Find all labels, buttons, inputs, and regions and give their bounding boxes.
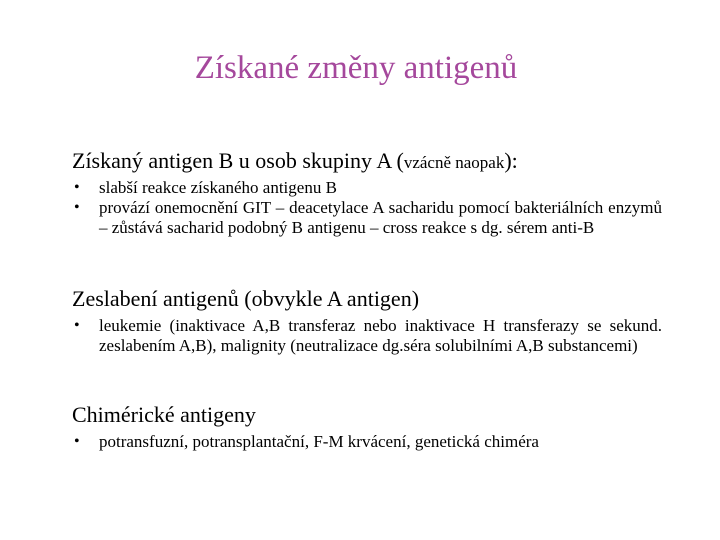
section-heading-acquired-b xyxy=(72,148,518,176)
bullet-text: leukemie (inaktivace A,B transferaz nebo inaktivace H transferazy se sekund. zeslabením A,B), malignity (neutralizace dg.séra solubilními A,B substancemi) xyxy=(99,316,662,355)
section-heading-text: Získaný antigen B u osob skupiny A ( xyxy=(72,148,404,173)
bullet-icon: • xyxy=(74,179,80,196)
bullet-icon: • xyxy=(74,317,80,334)
bullet-list-chimeric xyxy=(72,432,662,452)
bullet-list-weakened xyxy=(72,316,662,356)
section-heading-weakened: Zeslabení antigenů (obvykle A antigen) xyxy=(72,286,420,311)
list-item xyxy=(72,198,662,238)
list-item xyxy=(72,432,662,452)
bullet-text: provází onemocnění GIT – deacetylace A sacharidu pomocí bakteriálních enzymů – zůstává sacharid podobný B antigenu – cross reakce s dg. sérem anti-B xyxy=(99,198,662,237)
bullet-text: slabší reakce získaného antigenu B xyxy=(99,178,337,197)
slide-title: Získané změny antigenů xyxy=(194,50,518,86)
section-heading-end: ): xyxy=(504,148,518,173)
bullet-icon: • xyxy=(74,199,80,216)
bullet-text: potransfuzní, potransplantační, F-M krvácení, genetická chiméra xyxy=(99,432,539,451)
section-heading-chimeric: Chimérické antigeny xyxy=(72,402,256,427)
bullet-list-acquired-b xyxy=(72,178,662,238)
bullet-icon: • xyxy=(74,433,80,450)
section-heading-note: vzácně naopak xyxy=(403,153,505,172)
list-item xyxy=(72,316,662,356)
list-item xyxy=(72,178,662,198)
